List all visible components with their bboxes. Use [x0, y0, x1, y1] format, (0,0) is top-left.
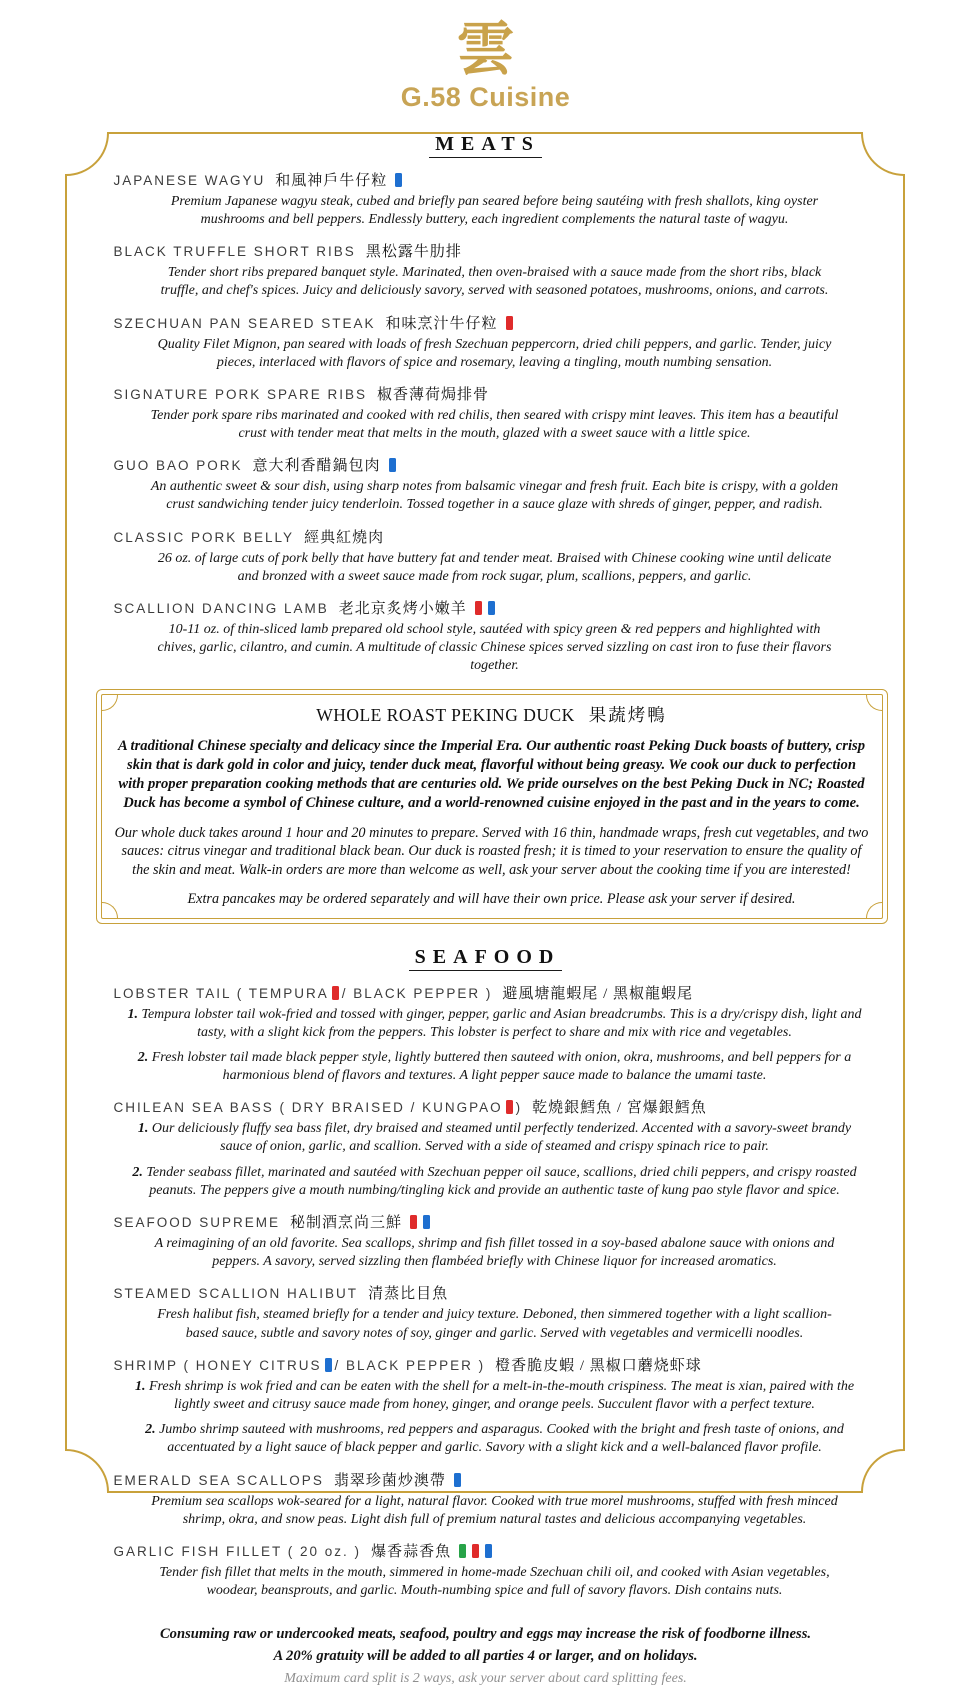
section-title: MEATS [429, 133, 542, 158]
spice-indicator-red-icon [332, 986, 339, 1000]
item-name-text: BLACK TRUFFLE SHORT RIBS [113, 244, 356, 260]
item-description: 1. Our deliciously fluffy sea bass filet, dry braised and steamed until perfectly tenderized. Accented with a savory-sweet brandy sauce of onion, garlic, and scallion. Served with a side of steamed and crispy spinach rice to pair. [137, 1121, 852, 1155]
item-title [114, 1096, 876, 1117]
item-description: Tender short ribs prepared banquet style. Marinated, then oven-braised with a sauce made from the short ribs, black truffle, and chef's spices. Juicy and deliciously savory, served with seasoned potatoes, mushrooms, onions, and carrots. [160, 265, 829, 299]
item-name-text: ) [515, 1100, 523, 1116]
item-name-chinese: 和風神戶牛仔粒 [275, 172, 388, 189]
description-number: 1. [127, 1006, 142, 1022]
menu-item [114, 1540, 876, 1600]
item-name-chinese: 黑松露牛肋排 [365, 244, 462, 261]
item-description: 2. Tender seabass fillet, marinated and sautéed with Szechuan pepper oil sauce, scallions, dried chili peppers, and crispy roasted peanuts. The peppers give a mouth numbing/tingling kick and provide an authentic taste of kung pao style flavor and spice. [132, 1164, 857, 1198]
item-title [114, 1211, 876, 1232]
item-description: 2. Fresh lobster tail made black pepper style, lightly buttered then sauteed with onion, okra, mushrooms, and bell peppers for a harmonious blend of flavors and textures. A light pepper sauce made to balance the umami taste. [137, 1049, 852, 1084]
item-description: Premium sea scallops wok-seared for a light, natural flavor. Cooked with true morel mushrooms, stuffed with fresh minced shrimp, okra, and snow peas. Light dish full of premium natural tastes and delicious accompanying vegetables. [151, 1493, 838, 1527]
spice-indicator-blue-icon [325, 1358, 332, 1372]
item-name-text: SHRIMP ( HONEY CITRUS [113, 1357, 322, 1373]
spice-indicator-red-icon [506, 316, 513, 330]
item-title [114, 982, 876, 1003]
description-number: 2. [145, 1422, 160, 1438]
item-name-text: SCALLION DANCING LAMB [113, 601, 329, 617]
spice-indicator-blue-icon [454, 1473, 461, 1487]
item-name-chinese: 椒香薄荷焗排骨 [377, 386, 490, 403]
description-number: 2. [137, 1049, 152, 1065]
item-name-text: LOBSTER TAIL ( TEMPURA [113, 985, 329, 1001]
duck-title-text: WHOLE ROAST PEKING DUCK [316, 704, 575, 725]
menu-item [114, 1282, 876, 1342]
description-number: 2. [132, 1164, 147, 1180]
menu-item [114, 1354, 876, 1458]
footer-disclaimers [0, 1624, 971, 1689]
section-title: SEAFOOD [409, 946, 563, 971]
disclaimer-gratuity: A 20% gratuity will be added to all parties 4 or larger, and on holidays. [273, 1648, 698, 1665]
item-title [114, 454, 876, 475]
item-name-text: JAPANESE WAGYU [113, 172, 266, 188]
peking-duck-box [96, 689, 888, 924]
item-name-chinese: 經典紅燒肉 [304, 529, 385, 546]
item-name-chinese: 和味烹汁牛仔粒 [385, 315, 498, 332]
spice-indicator-red-icon [410, 1215, 417, 1229]
duck-paragraph-lead: A traditional Chinese specialty and delicacy since the Imperial Era. Our authentic roast Peking Duck boasts of buttery, crisp skin that is dark gold in color and juicy, tender duck meat, flavorful without being greasy. We cook our duck to perfection with proper preparation cooking methods that are centuries old. We pride ourselves on the best Peking Duck in NC; Roasted Duck has become a symbol of Chinese culture, and a world-renowned cuisine enjoyed in the past and in the years to come. [117, 737, 865, 812]
spice-indicator-blue-icon [389, 458, 396, 472]
section-heading-seafood [96, 942, 876, 970]
item-name-text: GUO BAO PORK [113, 458, 243, 474]
duck-title-chinese: 果蔬烤鴨 [588, 704, 667, 725]
logo [0, 0, 971, 113]
item-name-chinese: 老北京炙烤小嫩羊 [338, 601, 467, 618]
spice-indicator-red-icon [506, 1100, 513, 1114]
menu-item [114, 312, 876, 372]
item-description: 1. Tempura lobster tail wok-fried and tossed with ginger, pepper, garlic and Asian breadcrumbs. This is a dry/crispy dish, light and tasty, with a slight kick from the peppers. This lobster is perfect to share and mix with rice and vegetables. [127, 1006, 862, 1040]
section-heading-meats [96, 129, 876, 157]
item-name-chinese: 翡翠珍菌炒澳帶 [333, 1472, 446, 1489]
item-description: A reimagining of an old favorite. Sea scallops, shrimp and fish fillet tossed in a soy-based abalone sauce with onions and peppers. A savory, served sizzling then flambéed briefly with Chinese liquor for increased aromatics. [154, 1236, 835, 1270]
item-name-chinese: 秘制酒烹尚三鮮 [290, 1215, 403, 1232]
menu-item [114, 1469, 876, 1529]
menu-item [114, 526, 876, 586]
menu-item [114, 982, 876, 1086]
seafood-items [96, 982, 876, 1601]
spice-indicator-red-icon [472, 1544, 479, 1558]
item-description: 1. Fresh shrimp is wok fried and can be eaten with the shell for a melt-in-the-mouth crispiness. The meat is xian, paired with the lightly sweet and citrusy sauce made from honey, ginger, and orange peels. Succulent flavor with a perfect texture. [134, 1378, 855, 1412]
item-name-text: SIGNATURE PORK SPARE RIBS [113, 386, 368, 402]
item-name-chinese: 避風塘龍蝦尾 / 黑椒龍蝦尾 [502, 985, 694, 1002]
duck-paragraph-note: Extra pancakes may be ordered separately and will have their own price. Please ask your server if desired. [187, 890, 796, 907]
item-description: An authentic sweet & sour dish, using sharp notes from balsamic vinegar and fresh fruit. Each bite is crispy, with a golden crust sandwiching tender juicy tenderloin. Tossed together in a sauce glaze with shreds of ginger, pepper, and radish. [150, 479, 839, 513]
brand-name: G.58 Cuisine [400, 81, 571, 112]
item-description: Tender fish fillet that melts in the mouth, simmered in home-made Szechuan chili oil, and cooked with Asian vegetables, woodear, beansprouts, and garlic. Mouth-numbing spice and full of savory flavors. Dish contains nuts. [159, 1564, 830, 1599]
item-title [114, 597, 876, 618]
disclaimer-card-split: Maximum card split is 2 ways, ask your server about card splitting fees. [284, 1671, 687, 1687]
item-name-chinese: 清蒸比目魚 [368, 1286, 449, 1303]
item-name-chinese: 乾燒銀鱈魚 / 宮爆銀鱈魚 [532, 1100, 707, 1117]
spice-indicator-blue-icon [488, 601, 495, 615]
item-description: 26 oz. of large cuts of pork belly that have buttery fat and tender meat. Braised with Chinese cooking wine until delicate and bronzed with a sweet sauce made from rock sugar, plum, scallions, peppers, and garlic. [157, 550, 832, 584]
meats-items [96, 169, 876, 676]
spice-indicator-green-icon [459, 1544, 466, 1558]
menu-item [114, 169, 876, 229]
item-name-text: / BLACK PEPPER ) [341, 985, 493, 1001]
menu-item [114, 383, 876, 443]
item-name-chinese: 意大利香醋鍋包肉 [252, 458, 381, 475]
item-title [114, 1540, 876, 1561]
item-title [114, 1354, 876, 1375]
menu-item [114, 1096, 876, 1200]
spice-indicator-red-icon [475, 601, 482, 615]
item-name-text: SZECHUAN PAN SEARED STEAK [113, 315, 376, 331]
item-description: Premium Japanese wagyu steak, cubed and briefly pan seared before being sautéing with fresh shallots, king oyster mushrooms and bell peppers. Endlessly buttery, each ingredient complements the natural taste of wagyu. [170, 193, 819, 227]
description-number: 1. [134, 1378, 149, 1394]
item-title [114, 240, 876, 261]
disclaimer-foodborne: Consuming raw or undercooked meats, seafood, poultry and eggs may increase the risk of foodborne illness. [159, 1626, 812, 1643]
spice-indicator-blue-icon [485, 1544, 492, 1558]
logo-seal-icon: 雲 [456, 17, 515, 82]
item-name-text: / BLACK PEPPER ) [334, 1357, 486, 1373]
item-description: 2. Jumbo shrimp sauteed with mushrooms, red peppers and asparagus. Cooked with the bright and fresh taste of onions, and accentuated by a light sauce of black pepper and garlic. Savory with a slight kick and a well-balanced flavor profile. [145, 1422, 844, 1456]
menu-item [114, 597, 876, 676]
item-description: Quality Filet Mignon, pan seared with loads of fresh Szechuan peppercorn, dried chili peppers, and garlic. Tender, juicy pieces, interlaced with flavors of spice and rosemary, leaving a tingling, mouth numbing sensation. [157, 336, 832, 370]
item-description: Tender pork spare ribs marinated and cooked with red chilis, then seared with crispy mint leaves. This item has a beautiful crust with tender meat that melts in the mouth, glazed with a sweet sauce with a little spice. [150, 407, 839, 442]
item-title [114, 169, 876, 190]
item-name-text: SEAFOOD SUPREME [113, 1215, 281, 1231]
item-name-text: GARLIC FISH FILLET ( 20 oz. ) [113, 1543, 362, 1559]
item-title [114, 526, 876, 547]
item-name-text: CHILEAN SEA BASS ( DRY BRAISED / KUNGPAO [113, 1100, 503, 1116]
item-title [114, 1469, 876, 1490]
item-description: Fresh halibut fish, steamed briefly for a tender and juicy texture. Deboned, then simmered together with a light scallion-based sauce, subtle and savory notes of soy, ginger and garlic. Served with vegetables and vermicelli noodles. [157, 1307, 832, 1341]
item-title [114, 383, 876, 404]
item-title [114, 312, 876, 333]
spice-indicator-blue-icon [423, 1215, 430, 1229]
menu-content [96, 129, 876, 1601]
duck-paragraph-details: Our whole duck takes around 1 hour and 20 minutes to prepare. Served with 16 thin, handmade wraps, fresh cut vegetables, and two sauces: citrus vinegar and traditional black bean. Our duck is roasted fresh; it is timed to your reservation to ensure the quality of the skin and meat. Walk-in orders are more than welcome as well, ask your server about the cooking time if you are interested! [114, 824, 869, 879]
item-description: 10-11 oz. of thin-sliced lamb prepared old school style, sautéed with spicy green & red peppers and highlighted with chives, garlic, cilantro, and cumin. A multitude of classic Chinese spices served sizzling on cast iron to fuse their flavors together. [157, 622, 832, 674]
menu-item [114, 1211, 876, 1271]
menu-item [114, 240, 876, 300]
item-name-text: STEAMED SCALLION HALIBUT [113, 1286, 359, 1302]
menu-item [114, 454, 876, 514]
spice-indicator-blue-icon [395, 173, 402, 187]
description-number: 1. [137, 1121, 152, 1137]
item-title [114, 1282, 876, 1303]
item-name-chinese: 橙香脆皮蝦 / 黑椒口蘑烧虾球 [495, 1357, 702, 1374]
duck-title [115, 702, 869, 727]
item-name-chinese: 爆香蒜香魚 [371, 1543, 452, 1560]
item-name-text: CLASSIC PORK BELLY [113, 529, 295, 545]
item-name-text: EMERALD SEA SCALLOPS [113, 1472, 324, 1488]
